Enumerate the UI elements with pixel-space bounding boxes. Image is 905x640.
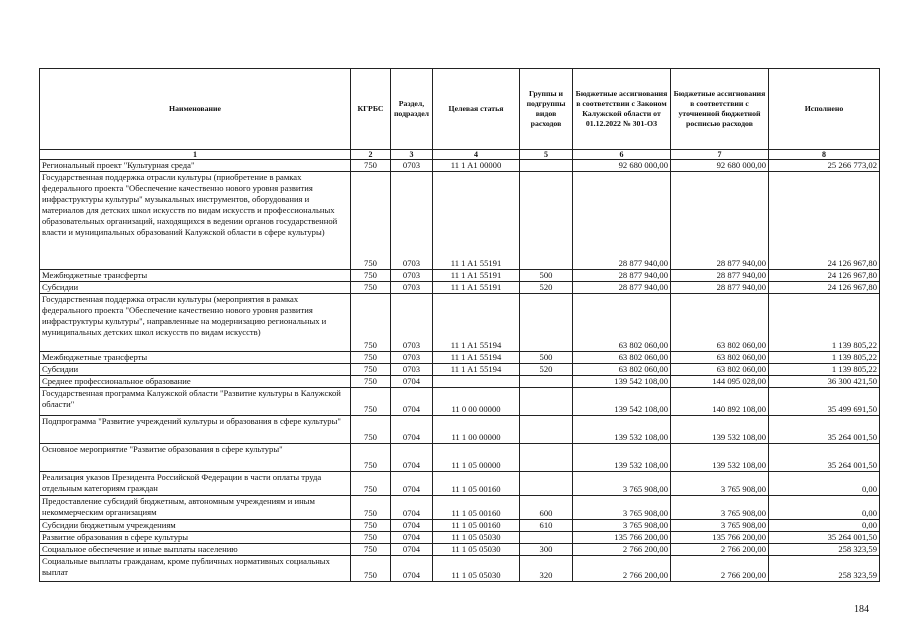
row-target-article: 11 1 05 00000 [433, 444, 520, 472]
table-row [40, 472, 880, 496]
row-executed: 1 139 805,22 [769, 364, 880, 376]
row-executed: 258 323,59 [769, 556, 880, 582]
row-target-article: 11 1 05 00160 [433, 472, 520, 496]
row-kgrbs: 750 [351, 556, 391, 582]
row-target-article: 11 1 A1 55194 [433, 294, 520, 352]
row-expense-group [520, 416, 573, 444]
row-law-allocation: 3 765 908,00 [573, 472, 671, 496]
row-plan-allocation: 140 892 108,00 [671, 388, 769, 416]
row-name: Региональный проект "Культурная среда" [40, 160, 351, 172]
row-executed: 24 126 967,80 [769, 172, 880, 270]
row-razdel: 0703 [391, 172, 433, 270]
row-kgrbs: 750 [351, 282, 391, 294]
row-razdel: 0703 [391, 352, 433, 364]
row-target-article: 11 1 A1 55194 [433, 364, 520, 376]
row-law-allocation: 139 532 108,00 [573, 416, 671, 444]
row-name: Субсидии [40, 364, 351, 376]
row-name: Реализация указов Президента Российской Федерации в части оплаты труда отдельным категориям граждан [40, 472, 351, 496]
row-name: Социальные выплаты гражданам, кроме публичных нормативных социальных выплат [40, 556, 351, 582]
row-name: Подпрограмма "Развитие учреждений культуры и образования в сфере культуры" [40, 416, 351, 444]
header-row [40, 69, 880, 150]
row-razdel: 0704 [391, 444, 433, 472]
row-plan-allocation: 63 802 060,00 [671, 352, 769, 364]
table-row [40, 294, 880, 352]
table-row [40, 416, 880, 444]
table-row [40, 282, 880, 294]
row-razdel: 0704 [391, 416, 433, 444]
table-row [40, 270, 880, 282]
row-kgrbs: 750 [351, 472, 391, 496]
row-law-allocation: 63 802 060,00 [573, 352, 671, 364]
row-target-article: 11 1 05 05030 [433, 544, 520, 556]
row-executed: 35 264 001,50 [769, 532, 880, 544]
row-kgrbs: 750 [351, 294, 391, 352]
row-kgrbs: 750 [351, 520, 391, 532]
page-number: 184 [854, 604, 869, 615]
row-plan-allocation: 139 532 108,00 [671, 444, 769, 472]
row-plan-allocation: 3 765 908,00 [671, 496, 769, 520]
row-plan-allocation: 139 532 108,00 [671, 416, 769, 444]
row-razdel: 0704 [391, 376, 433, 388]
header-executed: Исполнено [769, 69, 880, 150]
row-kgrbs: 750 [351, 388, 391, 416]
row-plan-allocation: 28 877 940,00 [671, 282, 769, 294]
row-executed: 36 300 421,50 [769, 376, 880, 388]
row-law-allocation: 139 532 108,00 [573, 444, 671, 472]
column-number: 8 [769, 150, 880, 160]
row-law-allocation: 63 802 060,00 [573, 294, 671, 352]
row-law-allocation: 2 766 200,00 [573, 544, 671, 556]
column-number: 3 [391, 150, 433, 160]
row-kgrbs: 750 [351, 172, 391, 270]
row-target-article: 11 1 05 05030 [433, 556, 520, 582]
row-plan-allocation: 144 095 028,00 [671, 376, 769, 388]
row-razdel: 0703 [391, 282, 433, 294]
row-expense-group [520, 376, 573, 388]
row-expense-group: 520 [520, 364, 573, 376]
row-executed: 1 139 805,22 [769, 352, 880, 364]
header-kgrbs: КГРБС [351, 69, 391, 150]
row-razdel: 0704 [391, 532, 433, 544]
table-row [40, 388, 880, 416]
table-row [40, 364, 880, 376]
row-executed: 0,00 [769, 472, 880, 496]
row-name: Среднее профессиональное образование [40, 376, 351, 388]
row-name: Межбюджетные трансферты [40, 352, 351, 364]
row-kgrbs: 750 [351, 376, 391, 388]
row-kgrbs: 750 [351, 270, 391, 282]
row-name: Государственная программа Калужской области "Развитие культуры в Калужской области" [40, 388, 351, 416]
row-name: Основное мероприятие "Развитие образования в сфере культуры" [40, 444, 351, 472]
row-law-allocation: 28 877 940,00 [573, 282, 671, 294]
header-law-allocation: Бюджетные ассигнования в соответствии с Законом Калужской области от 01.12.2022 № 301-ОЗ [573, 69, 671, 150]
row-executed: 1 139 805,22 [769, 294, 880, 352]
table-row [40, 160, 880, 172]
row-name: Социальное обеспечение и иные выплаты населению [40, 544, 351, 556]
row-razdel: 0703 [391, 294, 433, 352]
row-expense-group: 610 [520, 520, 573, 532]
row-plan-allocation: 28 877 940,00 [671, 270, 769, 282]
column-number: 1 [40, 150, 351, 160]
row-razdel: 0703 [391, 364, 433, 376]
row-law-allocation: 92 680 000,00 [573, 160, 671, 172]
row-razdel: 0703 [391, 270, 433, 282]
column-number: 6 [573, 150, 671, 160]
row-plan-allocation: 2 766 200,00 [671, 556, 769, 582]
row-expense-group [520, 532, 573, 544]
column-number: 2 [351, 150, 391, 160]
row-plan-allocation: 3 765 908,00 [671, 472, 769, 496]
table-row [40, 172, 880, 270]
row-razdel: 0704 [391, 472, 433, 496]
row-kgrbs: 750 [351, 496, 391, 520]
row-target-article: 11 1 A1 55191 [433, 282, 520, 294]
row-law-allocation: 135 766 200,00 [573, 532, 671, 544]
row-executed: 24 126 967,80 [769, 270, 880, 282]
row-kgrbs: 750 [351, 364, 391, 376]
table-row [40, 376, 880, 388]
row-razdel: 0704 [391, 496, 433, 520]
column-number-row [40, 150, 880, 160]
row-law-allocation: 139 542 108,00 [573, 376, 671, 388]
row-target-article: 11 1 A1 55191 [433, 270, 520, 282]
row-kgrbs: 750 [351, 532, 391, 544]
row-plan-allocation: 28 877 940,00 [671, 172, 769, 270]
row-target-article: 11 1 05 05030 [433, 532, 520, 544]
row-razdel: 0704 [391, 520, 433, 532]
row-law-allocation: 63 802 060,00 [573, 364, 671, 376]
row-expense-group: 520 [520, 282, 573, 294]
row-razdel: 0704 [391, 388, 433, 416]
row-expense-group: 600 [520, 496, 573, 520]
table-row [40, 352, 880, 364]
table-row [40, 556, 880, 582]
row-name: Предоставление субсидий бюджетным, автономным учреждениям и иным некоммерческим организациям [40, 496, 351, 520]
row-expense-group: 500 [520, 270, 573, 282]
row-plan-allocation: 63 802 060,00 [671, 294, 769, 352]
row-name: Государственная поддержка отрасли культуры (приобретение в рамках федерального проекта "Обеспечение качественно нового уровня развития инфраструктуры культуры" музыкальных инструментов, оборудования и материалов для детских школ искусств по видам искусств и профессиональных образовательных организаций, находящихся в ведении органов государственной власти и муниципальных образований Калужской области в сфере культуры) [40, 172, 351, 270]
column-number: 5 [520, 150, 573, 160]
row-razdel: 0704 [391, 556, 433, 582]
table-row [40, 520, 880, 532]
row-executed: 35 499 691,50 [769, 388, 880, 416]
row-expense-group [520, 444, 573, 472]
row-law-allocation: 3 765 908,00 [573, 496, 671, 520]
header-expense-group: Группы и подгруппы видов расходов [520, 69, 573, 150]
row-target-article: 11 1 00 00000 [433, 416, 520, 444]
row-executed: 24 126 967,80 [769, 282, 880, 294]
row-target-article: 11 1 A1 00000 [433, 160, 520, 172]
row-executed: 258 323,59 [769, 544, 880, 556]
row-plan-allocation: 135 766 200,00 [671, 532, 769, 544]
row-law-allocation: 2 766 200,00 [573, 556, 671, 582]
row-law-allocation: 28 877 940,00 [573, 172, 671, 270]
row-expense-group [520, 472, 573, 496]
row-executed: 35 264 001,50 [769, 416, 880, 444]
row-name: Государственная поддержка отрасли культуры (мероприятия в рамках федерального проекта "Обеспечение качественно нового уровня развития инфраструктуры культуры", направленные на модернизацию региональных и муниципальных детских школ искусств по видам искусств) [40, 294, 351, 352]
row-expense-group: 320 [520, 556, 573, 582]
row-expense-group [520, 172, 573, 270]
row-executed: 25 266 773,02 [769, 160, 880, 172]
row-expense-group [520, 294, 573, 352]
row-plan-allocation: 2 766 200,00 [671, 544, 769, 556]
row-razdel: 0704 [391, 544, 433, 556]
row-name: Субсидии [40, 282, 351, 294]
column-number: 7 [671, 150, 769, 160]
table-row [40, 532, 880, 544]
row-executed: 35 264 001,50 [769, 444, 880, 472]
row-name: Развитие образования в сфере культуры [40, 532, 351, 544]
row-name: Субсидии бюджетным учреждениям [40, 520, 351, 532]
row-executed: 0,00 [769, 520, 880, 532]
column-number: 4 [433, 150, 520, 160]
row-target-article: 11 1 05 00160 [433, 520, 520, 532]
row-target-article: 11 1 A1 55191 [433, 172, 520, 270]
row-kgrbs: 750 [351, 544, 391, 556]
row-plan-allocation: 92 680 000,00 [671, 160, 769, 172]
row-target-article [433, 376, 520, 388]
header-name: Наименование [40, 69, 351, 150]
row-name: Межбюджетные трансферты [40, 270, 351, 282]
budget-table [39, 68, 880, 582]
row-law-allocation: 3 765 908,00 [573, 520, 671, 532]
row-kgrbs: 750 [351, 444, 391, 472]
row-expense-group [520, 160, 573, 172]
header-target-article: Целевая статья [433, 69, 520, 150]
row-plan-allocation: 63 802 060,00 [671, 364, 769, 376]
row-plan-allocation: 3 765 908,00 [671, 520, 769, 532]
row-razdel: 0703 [391, 160, 433, 172]
row-kgrbs: 750 [351, 160, 391, 172]
row-expense-group: 300 [520, 544, 573, 556]
row-target-article: 11 0 00 00000 [433, 388, 520, 416]
header-plan-allocation: Бюджетные ассигнования в соответствии с уточненной бюджетной росписью расходов [671, 69, 769, 150]
row-target-article: 11 1 A1 55194 [433, 352, 520, 364]
table-row [40, 544, 880, 556]
row-target-article: 11 1 05 00160 [433, 496, 520, 520]
row-kgrbs: 750 [351, 352, 391, 364]
row-expense-group: 500 [520, 352, 573, 364]
table-row [40, 496, 880, 520]
row-law-allocation: 139 542 108,00 [573, 388, 671, 416]
header-razdel: Раздел, подраздел [391, 69, 433, 150]
row-kgrbs: 750 [351, 416, 391, 444]
row-law-allocation: 28 877 940,00 [573, 270, 671, 282]
table-body [40, 160, 880, 582]
row-executed: 0,00 [769, 496, 880, 520]
row-expense-group [520, 388, 573, 416]
table-row [40, 444, 880, 472]
